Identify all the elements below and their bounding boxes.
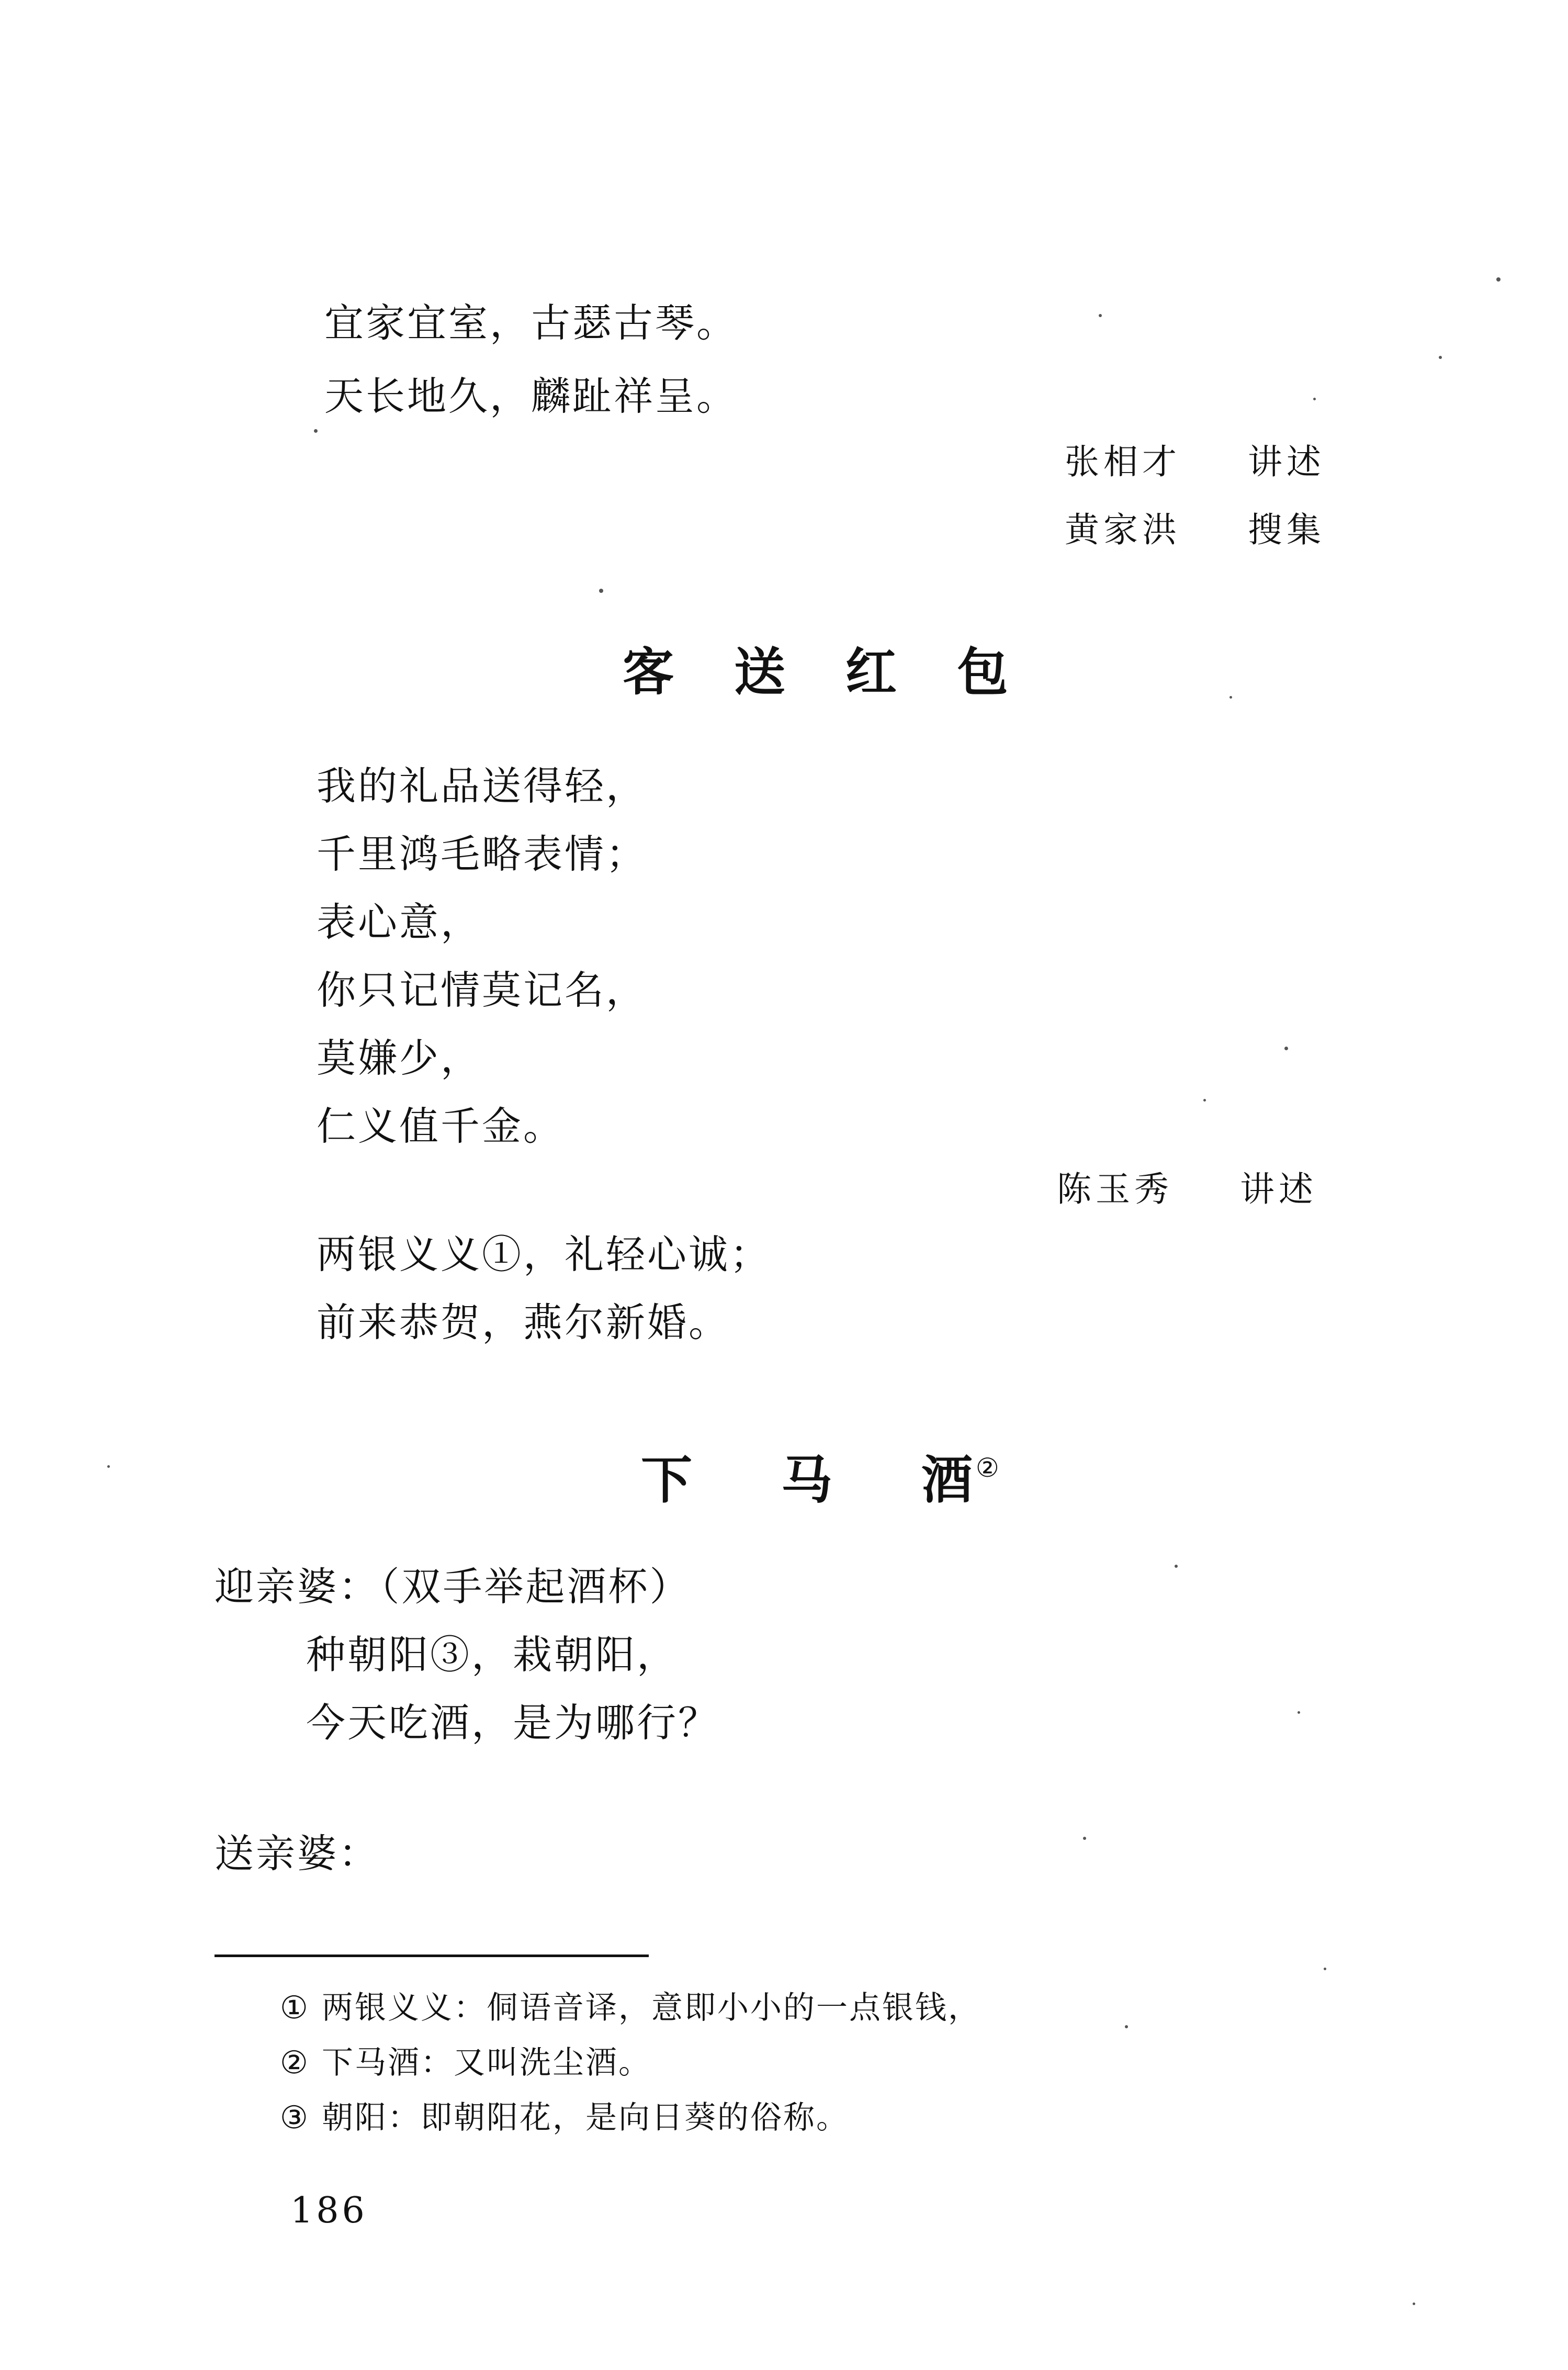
credit-name: 张相才 [1065,442,1181,482]
poem-line: 表心意， [317,899,482,945]
poem-line: 宜家宜室，古瑟古琴。 [324,300,738,346]
title-char: 包 [957,643,1009,702]
title-char: 送 [734,643,786,702]
poem-line: 你只记情莫记名， [317,967,648,1013]
scan-speck [314,429,318,433]
scan-speck [1083,1837,1086,1840]
scan-speck [1298,1711,1300,1714]
footnote-text: 下马酒：又叫洗尘酒。 [322,2045,651,2081]
footnote-mark: ③ [280,2099,310,2136]
poem-line: 天长地久，麟趾祥呈。 [324,373,738,419]
section-title [641,1436,999,1512]
footnote [280,1983,981,2033]
poem-line: 种朝阳③，栽朝阳， [306,1632,679,1678]
footnote-mark: ② [280,2045,310,2081]
footnote-text: 两银义义：侗语音译，意即小小的一点银钱， [322,1990,981,2026]
credit-role: 搜集 [1247,510,1325,550]
footnote [280,2093,849,2143]
credit-narrator [1065,437,1325,487]
scan-speck [1313,398,1316,400]
scan-speck [599,589,603,593]
section-title [623,641,1008,704]
credit-role: 讲述 [1239,1169,1317,1209]
poem-line: 千里鸿毛略表情； [317,831,648,877]
title-char: 红 [845,643,897,702]
scan-speck [1439,356,1442,359]
speaker-line: 迎亲婆：（双手举起酒杯） [215,1564,691,1610]
poem-line: 两银义义①，礼轻心诚； [317,1231,772,1277]
scan-speck [1099,314,1102,317]
footnote-divider [215,1955,649,1957]
credit-collector [1065,505,1325,555]
poem-line: 我的礼品送得轻， [317,763,648,809]
title-char: 酒 [921,1451,973,1510]
poem-line: 今天吃酒，是为哪行？ [306,1700,720,1746]
scan-speck [1496,277,1501,282]
page-number: 186 [290,2190,368,2231]
credit-name: 黄家洪 [1065,510,1181,550]
scan-speck [1284,1047,1288,1050]
scan-speck [1125,2025,1128,2028]
scan-speck [1203,1099,1206,1102]
footnote-mark: ① [280,1990,310,2026]
footnote-ref: ② [976,1453,999,1483]
title-char: 下 [641,1451,693,1510]
title-char: 马 [781,1451,833,1510]
scan-speck [107,1465,110,1468]
footnote-text: 朝阳：即朝阳花，是向日葵的俗称。 [322,2099,849,2136]
footnote [280,2038,651,2088]
scan-speck [1175,1565,1178,1568]
poem-line: 莫嫌少， [317,1035,482,1081]
title-char: 客 [623,643,674,702]
poem-line: 前来恭贺，燕尔新婚。 [317,1299,730,1345]
scan-speck [1229,696,1232,699]
credit-name: 陈玉秀 [1057,1169,1173,1209]
credit-role: 讲述 [1247,442,1325,482]
scan-speck [1413,2302,1415,2305]
speaker-line: 送亲婆： [215,1830,380,1877]
scan-speck [1324,1968,1326,1970]
poem-line: 仁义值千金。 [317,1103,565,1149]
credit-narrator [1057,1164,1317,1214]
